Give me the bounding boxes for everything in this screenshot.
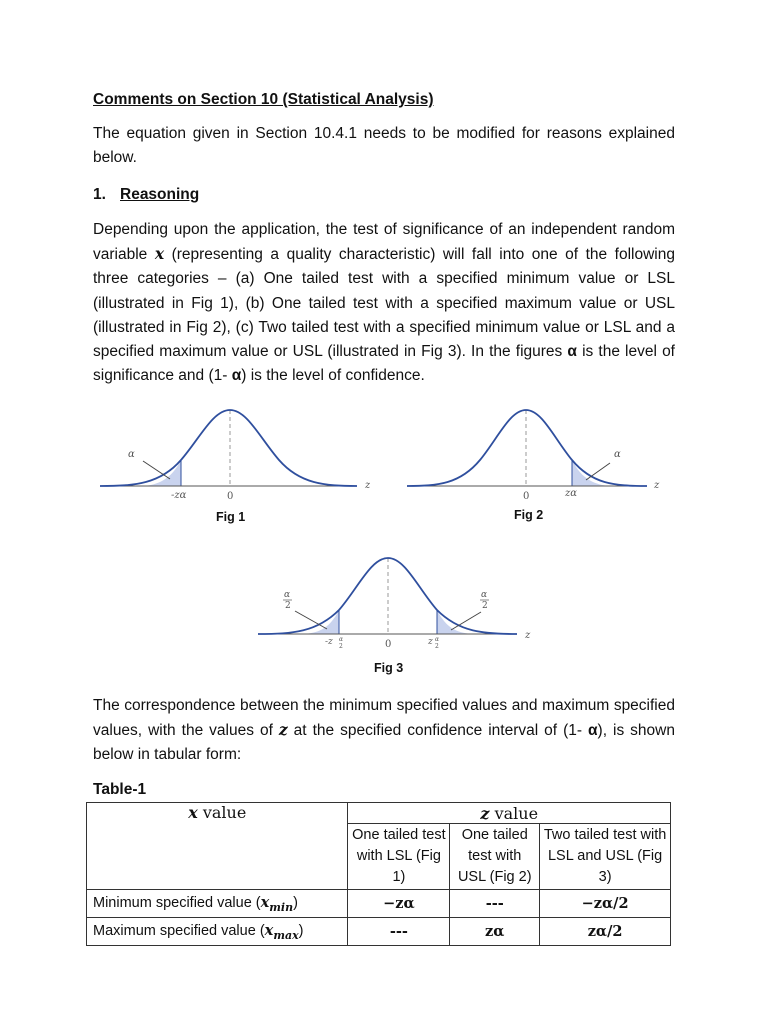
fig1-caption: Fig 1	[216, 510, 246, 524]
table-row	[87, 890, 671, 918]
fig3-caption: Fig 3	[374, 661, 404, 675]
var-z: z	[278, 720, 288, 740]
row-label-text: Minimum specified value (	[93, 894, 261, 911]
fig3-left-zcrit-label: -z	[325, 637, 333, 647]
x-value-header	[87, 803, 348, 890]
row-var: x	[260, 893, 270, 911]
para2-part1: Depending upon the application, the test of significance of an independent random variable	[93, 221, 675, 264]
z-value-header	[348, 803, 671, 824]
section-heading	[93, 183, 675, 207]
subheader-two-tailed: Two tailed test with LSL and USL (Fig 3)	[540, 824, 671, 890]
fig3-axis-label: z	[525, 630, 531, 641]
var-x: x	[154, 244, 165, 264]
row-label-text: Maximum specified value (	[93, 922, 265, 939]
table-label: Table-1	[93, 781, 147, 798]
para3-part1: The correspondence between the minimum specified values and maximum specified values, with the values of	[93, 697, 675, 740]
fig2-alpha-label: α	[614, 449, 621, 460]
fig2-zcrit-label: zα	[565, 488, 578, 499]
cell-max-two-tailed: zα/2	[540, 918, 671, 946]
row-close: )	[293, 894, 298, 911]
reasoning-paragraph	[93, 218, 675, 388]
fig3-right-pointer	[451, 612, 481, 630]
z-var: z	[480, 803, 490, 823]
cell-min-lsl: −zα	[348, 890, 450, 918]
fig3-diagram	[255, 550, 540, 660]
fig2-pointer	[586, 463, 610, 480]
row-subscript: min	[269, 900, 294, 914]
page-heading: Comments on Section 10 (Statistical Analysis)	[93, 91, 434, 108]
fig2-zero-label: 0	[523, 491, 530, 502]
fig3-right-alpha-num: α	[481, 590, 488, 600]
fig3-right-alpha-den: 2	[482, 601, 488, 611]
fig3-left-zcrit-sub-den: 2	[339, 643, 343, 650]
fig3-left-pointer	[295, 611, 327, 629]
alpha-symbol: α	[231, 367, 242, 385]
section-number: 1.	[93, 186, 106, 203]
para3-part3: ), is shown below in tabular form:	[93, 722, 675, 764]
intro-paragraph: The equation given in Section 10.4.1 needs to be modified for reasons explained below.	[93, 125, 675, 167]
row-var: x	[264, 921, 274, 939]
cell-min-usl: ---	[450, 890, 540, 918]
fig1-shaded-region	[143, 460, 181, 486]
cell-max-lsl: ---	[348, 918, 450, 946]
para3-part2: at the specified confidence interval of (1-	[287, 722, 589, 740]
table-header-row	[87, 803, 671, 824]
x-value-word: value	[197, 803, 247, 822]
cell-max-usl: zα	[450, 918, 540, 946]
fig1-pointer	[143, 461, 170, 479]
fig3-right-zcrit-label: z	[428, 637, 433, 647]
subheader-lsl: One tailed test with LSL (Fig 1)	[348, 824, 450, 890]
alpha-symbol: α	[588, 722, 598, 740]
x-var: x	[188, 803, 198, 822]
fig2-diagram	[402, 400, 672, 505]
section-title: Reasoning	[120, 186, 200, 203]
fig1-alpha-label: α	[128, 449, 135, 460]
correspondence-paragraph	[93, 694, 675, 768]
fig1-axis-label: z	[365, 480, 370, 491]
fig3-right-shaded-region	[437, 610, 473, 634]
row-label-max	[87, 918, 348, 946]
fig1-bell-curve	[100, 410, 357, 486]
alpha-symbol: α	[567, 343, 577, 361]
fig2-caption: Fig 2	[514, 508, 544, 522]
correspondence-table	[86, 802, 671, 946]
row-subscript: max	[273, 928, 299, 942]
cell-min-two-tailed: −zα/2	[540, 890, 671, 918]
fig1-diagram	[95, 400, 370, 505]
fig3-zero-label: 0	[385, 639, 392, 650]
fig2-bell-curve	[407, 410, 647, 486]
fig3-left-shaded-region	[303, 610, 339, 634]
fig3-right-zcrit-sub: α	[435, 636, 440, 643]
table-row	[87, 918, 671, 946]
fig1-zcrit-label: -zα	[171, 490, 187, 501]
para2-part2: (representing a quality characteristic) will fall into one of the following three categories – (a) One tailed test with a specified minimum value or LSL (illustrated in Fig 1), (b) One tailed test with a specified maximum value or USL (illustrated in Fig 2), (c) Two tailed test with a specified minimum value or LSL and a specified maximum value or USL (illustrated in Fig 3). In the figures	[93, 246, 675, 361]
fig1-zero-label: 0	[227, 491, 234, 502]
para2-part3: is the level of significance and (1-	[93, 343, 675, 385]
fig3-right-zcrit-sub-den: 2	[435, 643, 439, 650]
para2-part4: ) is the level of confidence.	[241, 367, 425, 385]
row-label-min	[87, 890, 348, 918]
subheader-usl: One tailed test with USL (Fig 2)	[450, 824, 540, 890]
fig3-left-alpha-num: α	[284, 590, 291, 600]
row-close: )	[298, 922, 304, 939]
z-value-word: value	[489, 803, 539, 823]
fig3-left-alpha-den: 2	[285, 601, 291, 611]
fig3-left-zcrit-sub: α	[339, 636, 344, 643]
fig2-axis-label: z	[654, 480, 660, 491]
